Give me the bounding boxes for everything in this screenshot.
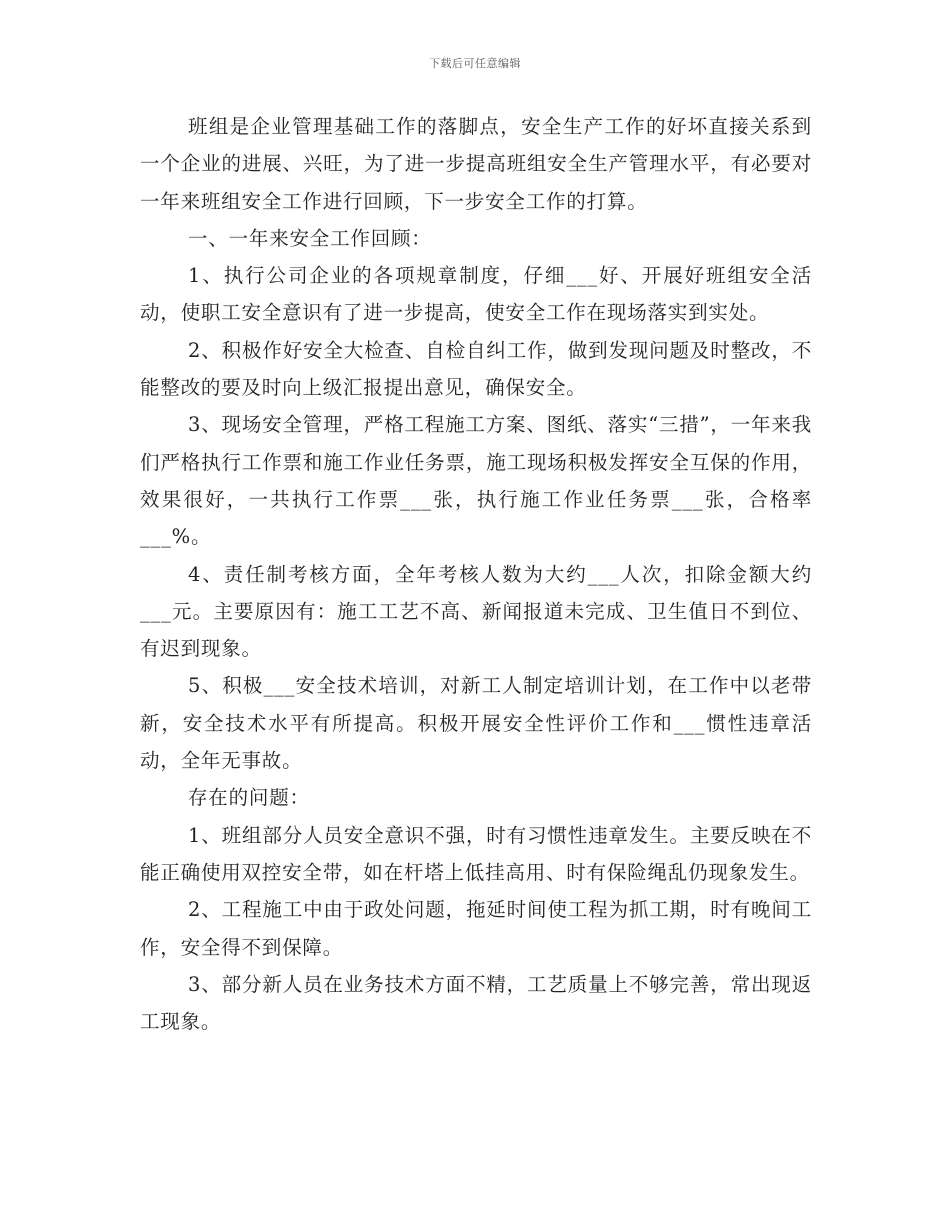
problem-item-3: 3、部分新人员在业务技术方面不精，工艺质量上不够完善，常出现返工现象。 [140, 972, 812, 1034]
page-header: 下载后可任意编辑 [429, 57, 521, 70]
review-item-4: 4、责任制考核方面，全年考核人数为大约___人次，扣除金额大约___元。主要原因有：施工工艺不高、新闻报道未完成、卫生值日不到位、有迟到现象。 [140, 562, 812, 661]
review-item-3: 3、现场安全管理，严格工程施工方案、图纸、落实“三措”，一年来我们严格执行工作票和施工作业任务票，施工现场积极发挥安全互保的作用，效果很好，一共执行工作票___张，执行施工作业任务票___张，合格率___%。 [140, 413, 812, 549]
document-body [140, 108, 812, 1040]
review-item-5: 5、积极___安全技术培训，对新工人制定培训计划，在工作中以老带新，安全技术水平有所提高。积极开展安全性评价工作和___惯性违章活动，全年无事故。 [140, 674, 812, 773]
review-item-2: 2、积极作好安全大检查、自检自纠工作，做到发现问题及时整改，不能整改的要及时向上级汇报提出意见，确保安全。 [140, 338, 812, 400]
problem-item-1: 1、班组部分人员安全意识不强，时有习惯性违章发生。主要反映在不能正确使用双控安全带，如在杆塔上低挂高用、时有保险绳乱仍现象发生。 [140, 823, 812, 884]
problem-item-2: 2、工程施工中由于政处问题，拖延时间使工程为抓工期，时有晚间工作，安全得不到保障。 [140, 898, 812, 959]
intro-paragraph: 班组是企业管理基础工作的落脚点，安全生产工作的好坏直接关系到一个企业的进展、兴旺，为了进一步提高班组安全生产管理水平，有必要对一年来班组安全工作进行回顾，下一步安全工作的打算。 [140, 115, 812, 213]
section-heading-review: 一、一年来安全工作回顾： [188, 226, 432, 250]
section-heading-problems: 存在的问题： [188, 786, 310, 810]
review-item-1: 1、执行公司企业的各项规章制度，仔细___好、开展好班组安全活动，使职工安全意识有了进一步提高，使安全工作在现场落实到实处。 [140, 264, 812, 325]
